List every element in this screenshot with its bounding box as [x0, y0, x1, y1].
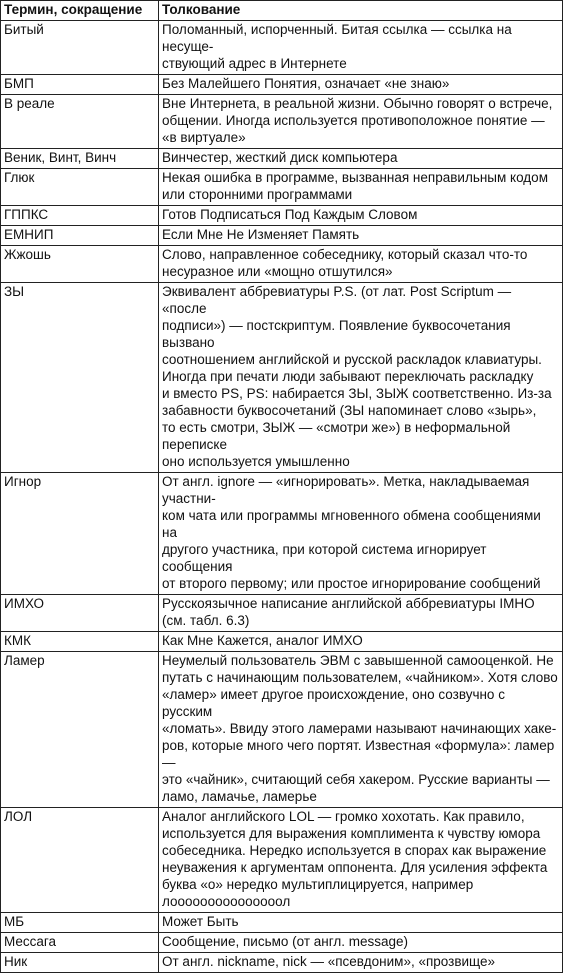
table-row [1, 95, 563, 149]
table-row [1, 913, 563, 933]
term-cell: В реале [1, 95, 159, 149]
table-row [1, 206, 563, 226]
table-row [1, 652, 563, 808]
definition-cell: Неумелый пользователь ЭВМ с завышенной самооценкой. Не путать с начинающим пользователем, «чайником». Хотя слово «ламер» имеет другое происхождение, оно созвучно с русским «ломать». Ввиду этого ламерами называют начинающих хаке- ров, которые много чего портят. Известная «формула»: ламер — это «чайник», считающий себя хакером. Русские варианты — ламо, ламачье, ламерье [159, 652, 563, 808]
definition-cell: Может Быть [159, 913, 563, 933]
term-cell: Битый [1, 21, 159, 75]
table-row [1, 246, 563, 283]
term-cell: ИМХО [1, 595, 159, 632]
header-definition: Толкование [159, 1, 563, 21]
table-row [1, 283, 563, 473]
definition-cell: Слово, направленное собеседнику, который сказал что-то несуразное или «мощно отшутился» [159, 246, 563, 283]
table-row [1, 595, 563, 632]
term-cell: ЕМНИП [1, 226, 159, 246]
definition-cell: Как Мне Кажется, аналог ИМХО [159, 632, 563, 652]
definition-cell: Если Мне Не Изменяет Память [159, 226, 563, 246]
term-cell: Жжошь [1, 246, 159, 283]
term-cell: Ник [1, 953, 159, 973]
header-row [1, 1, 563, 21]
term-cell: Глюк [1, 169, 159, 206]
definition-cell: От англ. ignore — «игнорировать». Метка, накладываемая участни- ком чата или программы мгновенного обмена сообщениями на другого участника, при которой система игнорирует сообщения от второго первому; или простое игнорирование сообщений [159, 473, 563, 595]
table-row [1, 808, 563, 913]
table-row [1, 21, 563, 75]
table-row [1, 226, 563, 246]
term-cell: ГППКС [1, 206, 159, 226]
definition-cell: Готов Подписаться Под Каждым Словом [159, 206, 563, 226]
definition-cell: Некая ошибка в программе, вызванная неправильным кодом или сторонними программами [159, 169, 563, 206]
term-cell: ЗЫ [1, 283, 159, 473]
table-row [1, 169, 563, 206]
term-cell: КМК [1, 632, 159, 652]
term-cell: МБ [1, 913, 159, 933]
term-cell: Игнор [1, 473, 159, 595]
definition-cell: Винчестер, жесткий диск компьютера [159, 149, 563, 169]
table-row [1, 473, 563, 595]
definition-cell: Аналог английского LOL — громко хохотать. Как правило, используется для выражения комплимента к чувству юмора собеседника. Нередко используется в спорах как выражение неуважения к аргументам оппонента. Для усиления эффекта буква «о» нередко мультиплицируется, например лооооооооооооооол [159, 808, 563, 913]
definition-cell: Сообщение, письмо (от англ. message) [159, 933, 563, 953]
term-cell: БМП [1, 75, 159, 95]
table-row [1, 933, 563, 953]
term-cell: ЛОЛ [1, 808, 159, 913]
header-term: Термин, сокращение [1, 1, 159, 21]
definition-cell: Поломанный, испорченный. Битая ссылка — ссылка на несуще- ствующий адрес в Интернете [159, 21, 563, 75]
definition-cell: Русскоязычное написание английской аббревиатуры IMHO (см. табл. 6.3) [159, 595, 563, 632]
term-cell: Ламер [1, 652, 159, 808]
table-row [1, 75, 563, 95]
term-cell: Веник, Винт, Винч [1, 149, 159, 169]
table-row [1, 953, 563, 973]
term-cell: Мессага [1, 933, 159, 953]
table-row [1, 632, 563, 652]
table-body [1, 21, 563, 973]
definition-cell: Эквивалент аббревиатуры P.S. (от лат. Post Scriptum — «после подписи») — постскриптум. Появление буквосочетания вызвано соотношением английской и русской раскладок клавиатуры. Иногда при печати люди забывают переключать раскладку и вместо PS, PS: набирается ЗЫ, ЗЫЖ соответственно. Из-за забавности буквосочетаний (ЗЫ напоминает слово «зырь», то есть смотри, ЗЫЖ — «смотри же») в неформальной переписке оно используется умышленно [159, 283, 563, 473]
definition-cell: Без Малейшего Понятия, означает «не знаю» [159, 75, 563, 95]
definition-cell: От англ. nickname, nick — «псевдоним», «прозвище» [159, 953, 563, 973]
definition-cell: Вне Интернета, в реальной жизни. Обычно говорят о встрече, общении. Иногда используется противоположное понятие — «в виртуале» [159, 95, 563, 149]
table-row [1, 149, 563, 169]
